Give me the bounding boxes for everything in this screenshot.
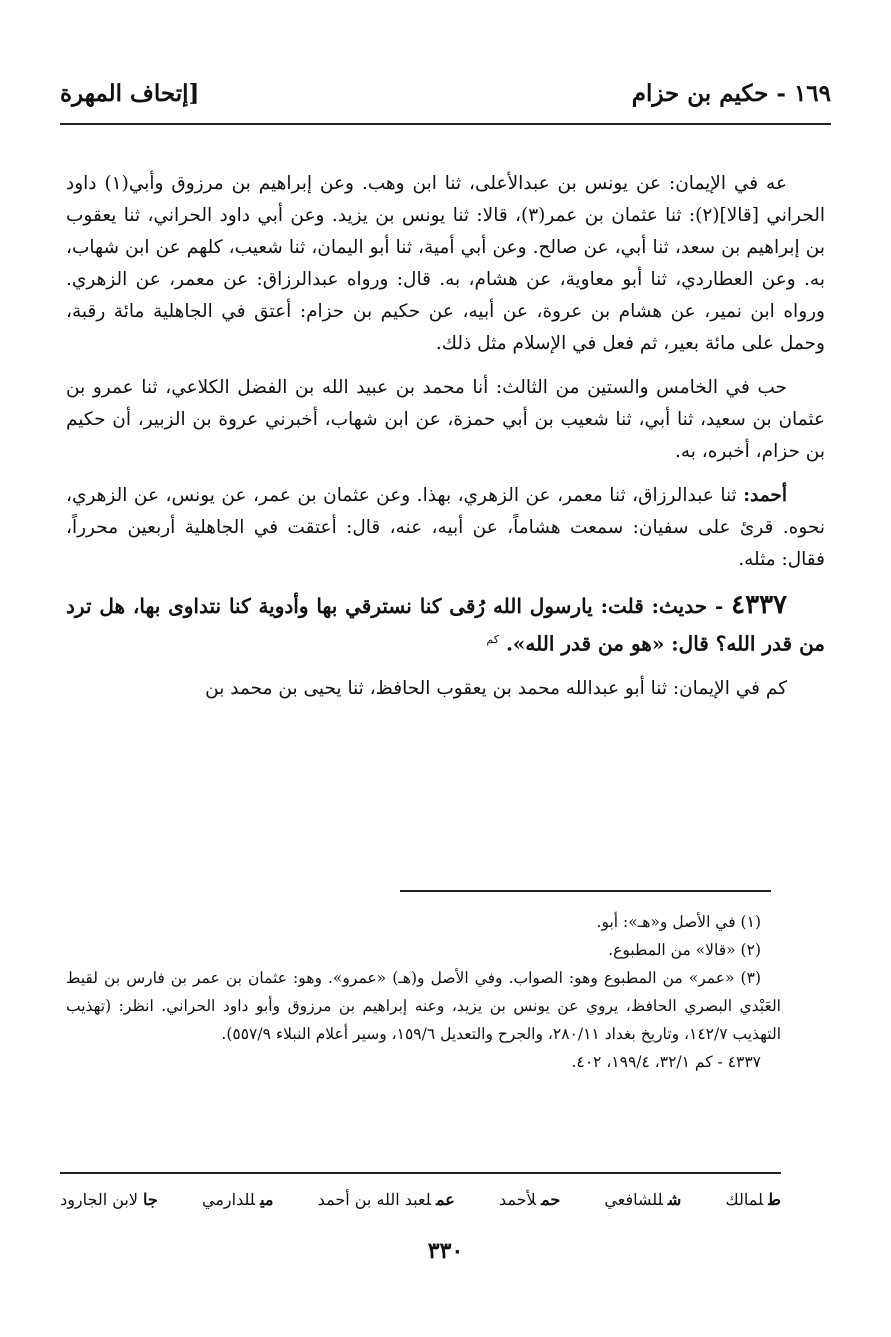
paragraph-hibban: حب في الخامس والستين من الثالث: أنا محمد بن عبيد الله بن الفضل الكلاعي، ثنا عمرو بن عثمان بن سعيد، ثنا أبي، ثنا شعيب بن أبي حمزة، عن ابن شهاب، أخبرني عروة بن الزبير، أن حكيم بن حزام، أخبره، به. [66,377,825,462]
source-label: أحمد: [743,485,787,506]
abbreviation-item: ميللدارمي [201,1190,274,1209]
header-rule [60,123,831,125]
paragraph-ahmad [66,480,825,576]
abbreviation-item: حملأحمد [498,1190,561,1209]
abbreviation-item: عملعبد الله بن أحمد [317,1190,455,1209]
hadith-number: ٤٣٣٧ [731,590,787,620]
footnote-4: ٤٣٣٧ - كم ٣٢/١، ١٩٩/٤، ٤٠٢. [571,1053,761,1071]
abbreviations-key [60,1186,781,1214]
main-text [66,168,825,717]
paragraph-hakim: كم في الإيمان: ثنا أبو عبدالله محمد بن يعقوب الحافظ، ثنا يحيى بن محمد بن [205,677,787,699]
abbreviation-item: شللشافعي [604,1190,682,1209]
footnote-3: (٣) «عمر» من المطبوع وهو: الصواب. وفي الأصل و(هـ) «عمرو». وهو: عثمان بن عمر بن فارس بن لقيط العَبْدي البصري الحافظ، يروي عن يونس بن يزيد، وعنه إبراهيم بن مرزوق وأبو داود الحراني. انظر: (تهذيب التهذيب ١٤٢/٧، وتاريخ بغداد ٢٨٠/١١، والجرح والتعديل ١٥٩/٦، وسير أعلام النبلاء ٥٥٧/٩). [66,969,781,1043]
footnote-1: (١) في الأصل و«هـ»: أبو. [596,913,761,931]
abbreviation-item: طلمالك [725,1190,781,1209]
footnote-2: (٢) «قالا» من المطبوع. [608,941,761,959]
footnotes [66,908,781,1076]
chapter-title: ١٦٩ - حكيم بن حزام [631,80,831,107]
abbreviations-rule [60,1172,781,1174]
paragraph-ahmad-text: ثنا عبدالرزاق، ثنا معمر، عن الزهري، بهذا. وعن عثمان بن عمر، عن يونس، عن الزهري، نحوه. قرئ على سفيان: سمعت هشاماً، عن أبيه، عنه، قال: أعتقت في الجاهلية أربعين محرراً، فقال: مثله. [66,485,825,570]
hadith-text: - حديث: قلت: يارسول الله رُقى كنا نسترقي بها وأدوية كنا نتداوى بها، هل ترد من قدر الله؟ قال: «هو من قدر الله». [66,594,825,656]
hadith-source-mark: كم [486,633,499,646]
footnote-rule [400,890,771,892]
paragraph-iman: عه في الإيمان: عن يونس بن عبدالأعلى، ثنا ابن وهب. وعن إبراهيم بن مرزوق وأبي(١) داود الحراني [قالا](٢): ثنا عثمان بن عمر(٣)، قالا: ثنا يونس بن يزيد. وعن أبي داود الحراني، ثنا يعقوب بن إبراهيم بن سعد، ثنا أبي، عن صالح. وعن أبي أمية، ثنا أبو اليمان، ثنا شعيب، كلهم عن ابن شهاب، به. وعن العطاردي، ثنا أبو معاوية، عن هشام، به. قال: ورواه عبدالرزاق: عن معمر، عن الزهري. ورواه ابن نمير، عن هشام بن عروة، عن أبيه، عن حكيم بن حزام: أعتق في الجاهلية مائة رقبة، وحمل على مائة بعير، ثم فعل في الإسلام مثل ذلك. [66,173,825,354]
page-number: ٣٣٠ [427,1238,464,1264]
hadith-heading [66,588,825,661]
abbreviation-item: جالابن الجارود [60,1190,158,1209]
book-title: [إتحاف المهرة [60,80,200,107]
